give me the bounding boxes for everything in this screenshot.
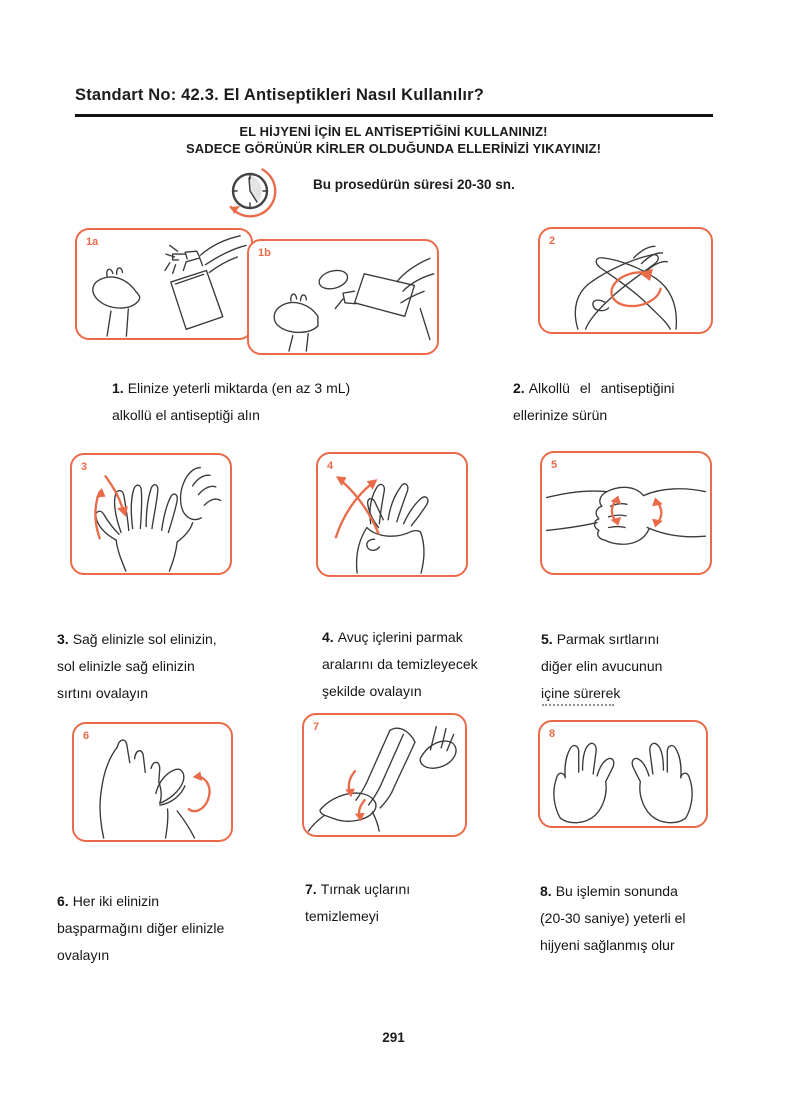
hand-illustration-dispense-pump	[77, 230, 251, 338]
hand-illustration-palm-rub	[540, 229, 711, 332]
antiseptic-notice-line-1: EL HİJYENİ İÇİN EL ANTİSEPTİĞİNİ KULLANINIZ!	[239, 124, 548, 139]
rotation-arrow	[189, 771, 210, 811]
document-title: Standart No: 42.3. El Antiseptikleri Nasıl Kullanılır?	[75, 86, 485, 104]
step-caption-8	[540, 878, 686, 959]
step-text: Her iki elinizin	[72, 893, 160, 909]
step-text: içine sürerek	[541, 685, 621, 701]
step-text: şekilde ovalayın	[322, 683, 422, 699]
step-text: Bu işlemin sonunda	[555, 883, 678, 899]
step-panel-3	[70, 453, 232, 575]
duration-note: Bu prosedürün süresi 20-30 sn.	[313, 177, 515, 192]
clipped-text-remnant	[542, 704, 614, 706]
panel-label-7: 7	[313, 721, 320, 733]
hand-illustration-back-of-hand	[72, 455, 230, 573]
step-panel-1b	[247, 239, 439, 355]
step-text: sol elinizle sağ elinizin	[57, 658, 195, 674]
panel-label-6: 6	[83, 730, 90, 742]
step-number: 7.	[305, 881, 317, 897]
step-text: Parmak sırtlarını	[556, 631, 660, 647]
step-text: Tırnak uçlarını	[320, 881, 411, 897]
step-caption-7	[305, 876, 410, 930]
hand-illustration-open-palms	[540, 722, 706, 826]
step-text: Elinize yeterli miktarda (en az 3 mL)	[127, 380, 351, 396]
scrub-arrows	[345, 771, 364, 821]
hand-illustration-fingertips-in-palm	[304, 715, 465, 835]
panel-label-1b: 1b	[258, 247, 271, 259]
panel-label-1a: 1a	[86, 236, 99, 248]
hand-illustration-interlaced-fingers	[318, 454, 466, 575]
step-caption-6	[57, 888, 224, 969]
step-caption-2	[513, 375, 675, 429]
step-number: 2.	[513, 380, 525, 396]
step-number: 8.	[540, 883, 552, 899]
hand-illustration-thumb-rub	[74, 724, 231, 840]
hand-illustration-pour-bottle	[249, 241, 437, 353]
step-text: temizlemeyi	[305, 908, 379, 924]
step-text: hijyeni sağlanmış olur	[540, 937, 675, 953]
step-panel-5	[540, 451, 712, 575]
step-caption-4	[322, 624, 478, 705]
step-text: Alkollü el antiseptiğini	[528, 380, 675, 396]
step-text: Avuç içlerini parmak	[337, 629, 463, 645]
panel-label-8: 8	[549, 728, 556, 740]
clock-icon	[222, 160, 288, 226]
step-panel-8	[538, 720, 708, 828]
step-text: alkollü el antiseptiği alın	[112, 407, 260, 423]
panel-label-5: 5	[551, 459, 558, 471]
up-down-arrows	[611, 496, 663, 528]
hand-illustration-interlocked-fingers	[542, 453, 710, 573]
step-text: sırtını ovalayın	[57, 685, 149, 701]
step-caption-5	[541, 626, 662, 707]
step-number: 4.	[322, 629, 334, 645]
step-panel-2	[538, 227, 713, 334]
page-number: 291	[382, 1030, 405, 1045]
panel-label-2: 2	[549, 235, 556, 247]
title-divider	[75, 114, 713, 117]
up-down-arrows	[95, 476, 127, 538]
step-text: aralarını da temizleyecek	[322, 656, 478, 672]
panel-label-4: 4	[327, 460, 334, 472]
step-text: (20-30 saniye) yeterli el	[540, 910, 686, 926]
step-text: ovalayın	[57, 947, 110, 963]
step-panel-6	[72, 722, 233, 842]
step-number: 3.	[57, 631, 69, 647]
step-panel-4	[316, 452, 468, 577]
step-text: Sağ elinizle sol elinizin,	[72, 631, 217, 647]
step-number: 6.	[57, 893, 69, 909]
step-panel-1a	[75, 228, 253, 340]
antiseptic-notice-line-2: SADECE GÖRÜNÜR KİRLER OLDUĞUNDA ELLERİNİZİ YIKAYINIZ!	[185, 141, 602, 156]
step-number: 5.	[541, 631, 553, 647]
step-text: başparmağını diğer elinizle	[57, 920, 225, 936]
step-caption-1	[112, 375, 350, 429]
step-caption-3	[57, 626, 217, 707]
step-panel-7	[302, 713, 467, 837]
panel-label-3: 3	[81, 461, 88, 473]
step-number: 1.	[112, 380, 124, 396]
crossed-arrows	[336, 476, 379, 537]
step-text: diğer elin avucunun	[541, 658, 663, 674]
step-text: ellerinize sürün	[513, 407, 608, 423]
